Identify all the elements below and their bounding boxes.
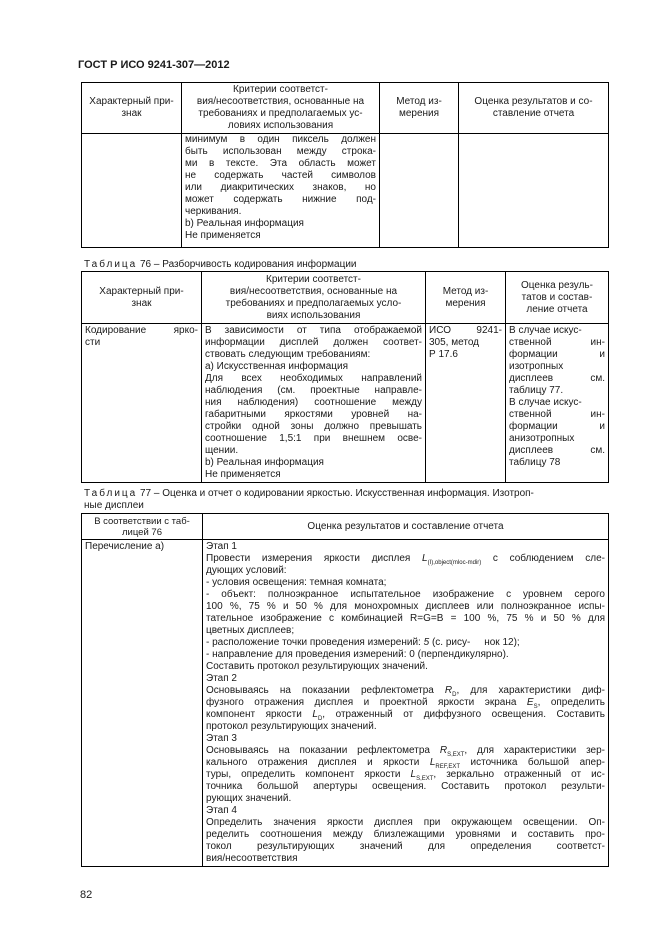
header-according: В соответствии с таб- лицей 76 xyxy=(82,514,203,540)
cell-criteria: минимум в один пиксель должен быть использован между строка- ми в тексте. Эта область может не содержать частей символов или диакритических знаков, но может содержать нижние под- черкивания. b) Реальная информация Не применяется xyxy=(182,134,380,248)
header-criteria: Критерии соответст- вия/несоответствия, основанные на требованиях и предполагаемых ус- ловиях использования xyxy=(182,83,380,134)
table-77 xyxy=(81,513,609,867)
continued-table xyxy=(81,82,609,248)
stage-1-title: Этап 1 xyxy=(206,541,237,552)
header-method: Метод из- мерения xyxy=(426,272,506,324)
cell-method xyxy=(380,134,459,248)
cell-method: ИСО 9241- 305, метод Р 17.6 xyxy=(426,324,506,483)
cell-evaluation: В случае искус- ственной ин- формации и изотропных дисплеев см. таблицу 77. В случае искус- ственной ин- формации и анизотропных дисплеев см. таблицу 78 xyxy=(506,324,609,483)
header-criteria: Критерии соответст- вия/несоответствия, основанные на требованиях и предполагаемых усло- виях использования xyxy=(202,272,426,324)
page-number: 82 xyxy=(80,889,93,901)
header-method: Метод из- мерения xyxy=(380,83,459,134)
cell-evaluation xyxy=(459,134,609,248)
cell-stages: Этап 1 Провести измерения яркости дисплея $L_{(I),object(mloc-mdir)}$ с соблюдением сле- дующих условий: - условия освещения: темная комната; - объект: полноэкранное испытательное изображение с уровнем серого 100 %, 75 % и 50 % для монохромных дисплеев или полноэкранное испы- тательное изображение с комбинацией R=G=B = 100 %, 75 % и 50 % для цветных дисплеев; - расположение точки проведения измерений: 5 (с. рису- нок 12); - направление для проведения измерений: 0 (перпендикулярно). Составить протокол результирующих значений. Этап 2 Основываясь на показании рефлектометра $R_D$, для характеристики диф- фузного отражения дисплея и проектной яркости экрана $E_S$, определить компонент яркости $L_D$, отраженный от диффузного освещения. Составить протокол результирующих значений. Этап 3 Основываясь на показании рефлектометра $R_{S,EXT}$, для характеристики зер- кального отражения дисплея и яркости $L_{REF,EXT}$ источника большой апер- туры, определить компонент яркости $L_{S,EXT}$, зеркально отраженный от ис- точника большой апертуры освещения. Составить протокол результи- рующих значений. Этап 4 Определить значения яркости дисплея при окружающем освещении. Оп- ределить соотношения между близлежащими уровнями и составить про- токол результирующих значений для определения соответст- вия/несоответствия xyxy=(203,540,609,867)
header-feature: Характерный при- знак xyxy=(82,272,202,324)
cell-feature xyxy=(82,134,182,248)
table-76 xyxy=(81,271,609,483)
header-feature: Характерный при- знак xyxy=(82,83,182,134)
stage-2-title: Этап 2 xyxy=(206,673,237,684)
header-evaluation: Оценка результатов и со- ставление отчета xyxy=(459,83,609,134)
table-76-caption: Таблица 76 – Разборчивость кодирования информации xyxy=(84,259,357,270)
table-77-caption-line2: ные дисплеи xyxy=(84,500,144,511)
table-77-caption: Таблица 77 – Оценка и отчет о кодировании яркостью. Искусственная информация. Изотроп- xyxy=(84,488,534,499)
header-evaluation: Оценка результатов и составление отчета xyxy=(203,514,609,540)
cell-row-label: Перечисление а) xyxy=(82,540,203,867)
stage-3-title: Этап 3 xyxy=(206,733,237,744)
header-evaluation: Оценка резуль- татов и состав- ление отчета xyxy=(506,272,609,324)
cell-criteria: В зависимости от типа отображаемой информации дисплей должен соответ- ствовать следующим требованиям: а) Искусственная информация Для всех необходимых направлений наблюдения (см. проектные направле- ния наблюдения) соотношение между габаритными яркостями уровней на- стройки одной зоны должно превышать соотношение 1,5:1 при внешнем осве- щении. b) Реальная информация Не применяется xyxy=(202,324,426,483)
cell-feature: Кодирование ярко- сти xyxy=(82,324,202,483)
stage-4-title: Этап 4 xyxy=(206,805,237,816)
document-header: ГОСТ Р ИСО 9241-307—2012 xyxy=(78,59,230,71)
